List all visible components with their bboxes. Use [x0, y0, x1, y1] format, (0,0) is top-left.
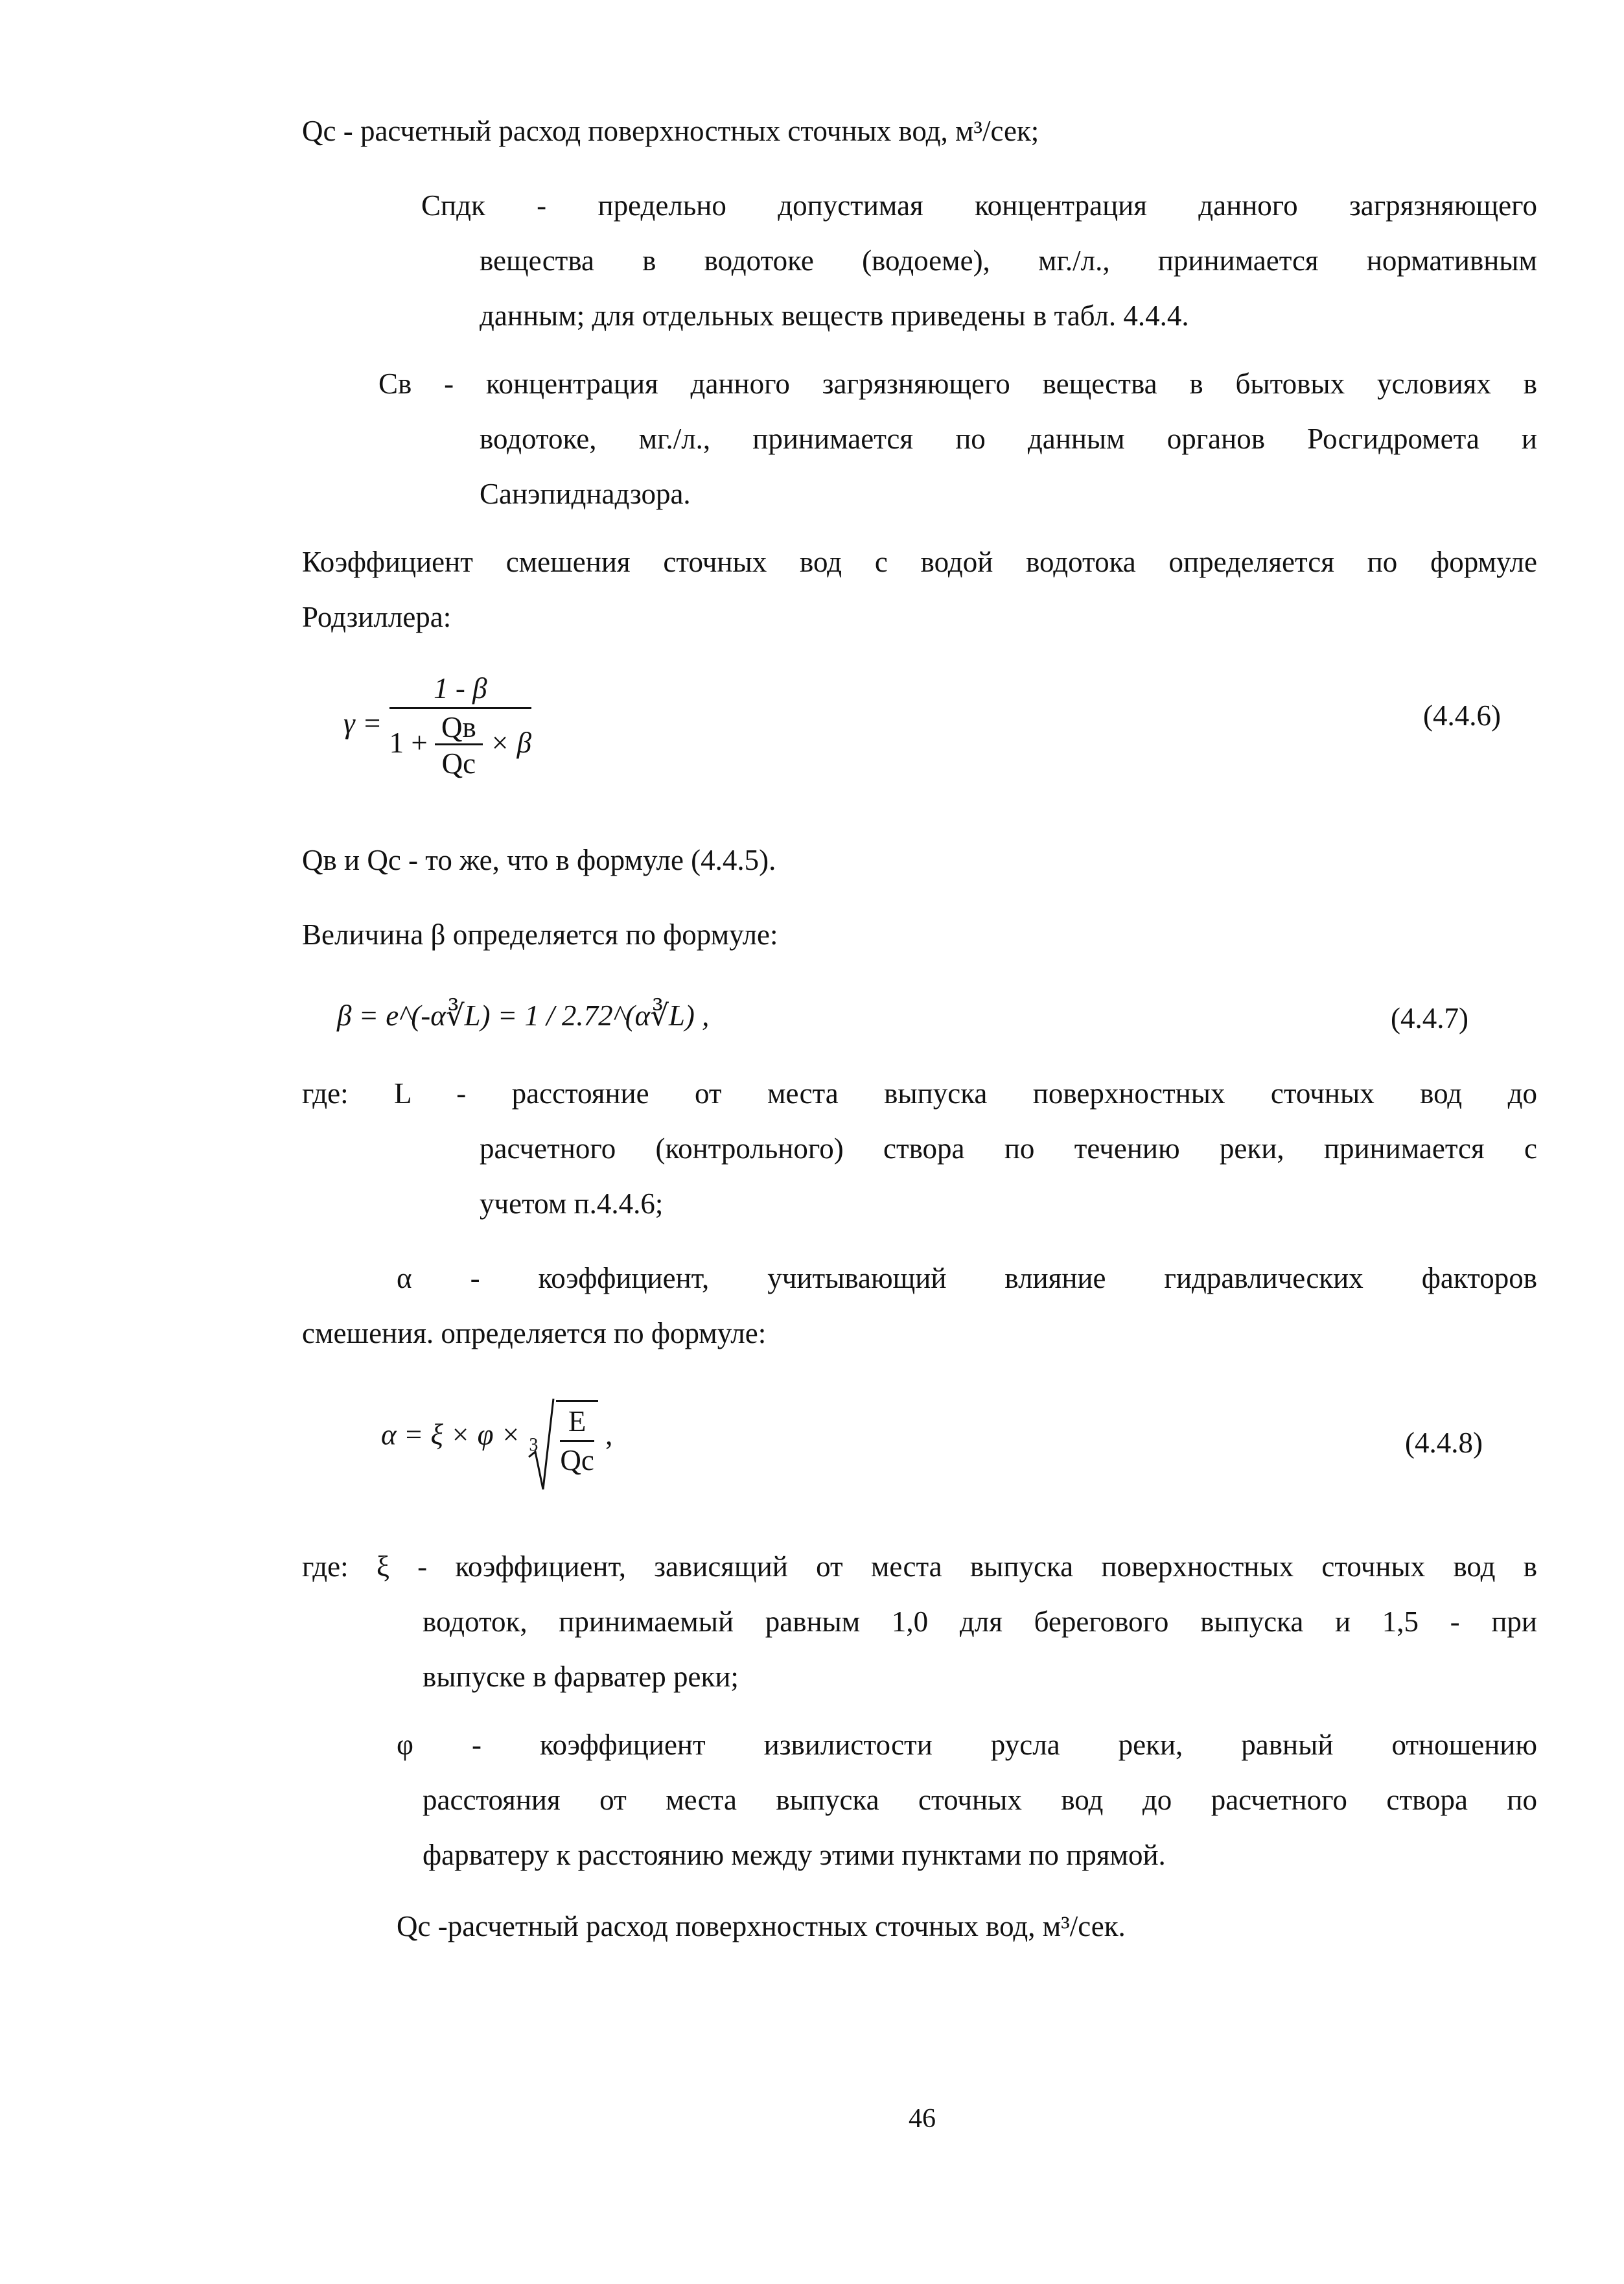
text-line: учетом п.4.4.6;: [480, 1187, 664, 1220]
cube-root: [528, 1400, 597, 1475]
text-line: Санэпиднадзора.: [480, 478, 691, 510]
equation-number: (4.4.6): [1423, 699, 1501, 732]
equation-number: (4.4.7): [1391, 1002, 1468, 1034]
equation-number: (4.4.8): [1405, 1427, 1483, 1459]
text-line: φ - коэффициент извилистости русла реки, равный отношению: [397, 1729, 1537, 1761]
text-line: расчетного (контрольного) створа по течению реки, принимается с: [480, 1132, 1537, 1165]
formula-fraction: [389, 674, 531, 778]
text-line: где: L - расстояние от места выпуска поверхностных сточных вод до: [302, 1077, 1537, 1110]
text-line: фарватеру к расстоянию между этими пунктами по прямой.: [423, 1839, 1166, 1871]
text-line: Qс -расчетный расход поверхностных сточных вод, м³/сек.: [397, 1910, 1126, 1942]
text-line: водоток, принимаемый равным 1,0 для берегового выпуска и 1,5 - при: [423, 1605, 1537, 1638]
formula-4-4-8: [381, 1400, 612, 1475]
formula-denominator-suffix: × β: [490, 726, 532, 759]
text-line: Величина β определяется по формуле:: [302, 918, 778, 951]
text-line: водотоке, мг./л., принимается по данным органов Росгидромета и: [480, 423, 1537, 455]
text-line: Коэффициент смешения сточных вод с водой водотока определяется по формуле: [302, 546, 1537, 578]
formula-4-4-7: β = e^(-α∛L) = 1 / 2.72^(α∛L) ,: [337, 999, 710, 1032]
formula-suffix: ,: [605, 1418, 613, 1451]
text-line: Cв - концентрация данного загрязняющего вещества в бытовых условиях в: [378, 367, 1537, 400]
formula-inner-denominator: Qс: [441, 747, 476, 780]
text-line: Cпдк - предельно допустимая концентрация данного загрязняющего: [421, 189, 1537, 222]
formula-denominator-prefix: 1 +: [389, 726, 428, 759]
text-line: Родзиллера:: [302, 601, 452, 633]
text-line: Qв и Qс - то же, что в формуле (4.4.5).: [302, 844, 776, 876]
text-line: α - коэффициент, учитывающий влияние гидравлических факторов: [397, 1262, 1537, 1294]
formula-numerator: E: [560, 1407, 594, 1442]
page-number: 46: [909, 2104, 936, 2134]
root-index: 3: [529, 1435, 539, 1455]
formula-lhs: γ =: [343, 706, 382, 740]
formula-denominator: Qс: [560, 1444, 594, 1476]
text-line: где: ξ - коэффициент, зависящий от места выпуска поверхностных сточных вод в: [302, 1550, 1537, 1583]
formula-numerator: 1 - β: [389, 674, 531, 709]
radicand: [556, 1400, 597, 1475]
formula-denominator: [389, 709, 531, 778]
formula-fraction: [560, 1407, 594, 1475]
text-line: выпуске в фарватер реки;: [423, 1661, 739, 1693]
formula-4-4-6: [343, 674, 531, 778]
text-line: расстояния от места выпуска сточных вод до расчетного створа по: [423, 1784, 1537, 1816]
text-line: смешения. определяется по формуле:: [302, 1317, 767, 1349]
text-line: Qс - расчетный расход поверхностных сточных вод, м³/сек;: [302, 115, 1039, 147]
formula-lhs: α = ξ × φ ×: [381, 1418, 521, 1451]
formula-inner-fraction: [435, 713, 483, 778]
text-line: данным; для отдельных веществ приведены в табл. 4.4.4.: [480, 299, 1189, 332]
formula-inner-numerator: Qв: [435, 713, 483, 745]
text-line: вещества в водотоке (водоеме), мг./л., принимается нормативным: [480, 244, 1537, 277]
